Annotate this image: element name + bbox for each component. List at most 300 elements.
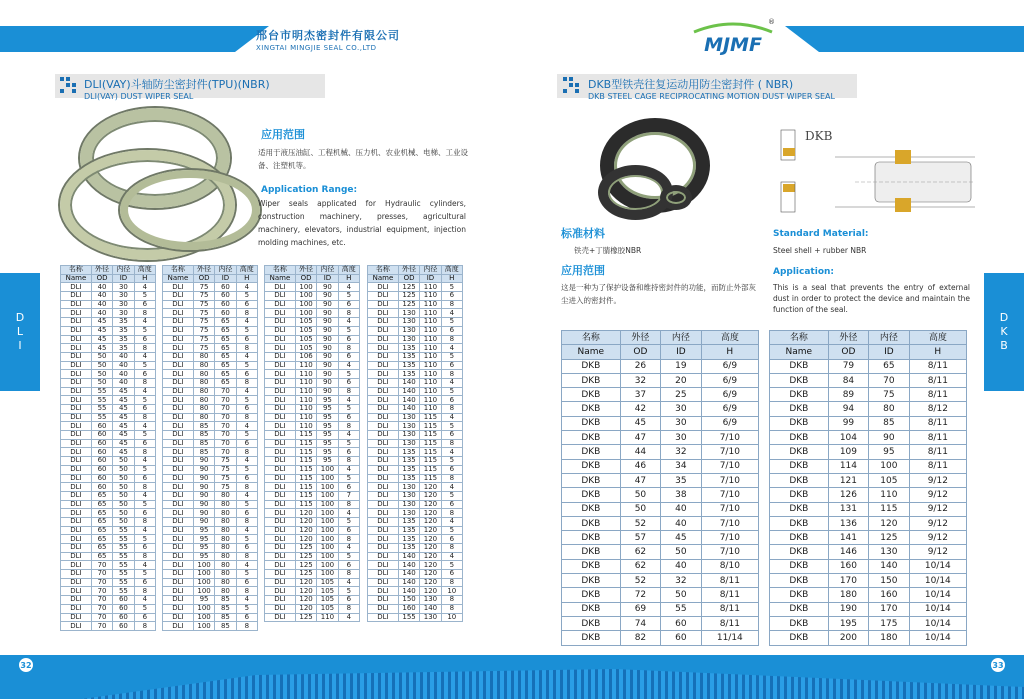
table-cell: 100 xyxy=(193,578,214,587)
right-material-heading-cn: 标准材料 xyxy=(561,227,605,240)
column-header-cn: 名称 xyxy=(163,266,194,275)
table-cell: 75 xyxy=(193,292,214,301)
section-grid-icon xyxy=(60,77,80,97)
table-cell: 50 xyxy=(661,545,701,559)
table-cell: 19 xyxy=(661,359,701,373)
table-row xyxy=(562,631,759,645)
table-cell: 8 xyxy=(338,500,359,509)
table-row xyxy=(61,465,156,474)
table-cell: DLI xyxy=(61,422,92,431)
table-cell: 100 xyxy=(193,622,214,631)
table-cell: 105 xyxy=(295,344,316,353)
table-cell: 5 xyxy=(441,491,462,500)
table-cell: 9/12 xyxy=(909,516,966,530)
table-row xyxy=(368,352,463,361)
table-cell: 180 xyxy=(869,631,909,645)
table-row xyxy=(163,491,258,500)
table-cell: 140 xyxy=(398,378,419,387)
table-cell: 55 xyxy=(91,387,112,396)
table-cell: 5 xyxy=(134,535,155,544)
table-cell: 85 xyxy=(869,416,909,430)
table-row xyxy=(265,604,360,613)
table-cell: 7/10 xyxy=(701,431,758,445)
table-row xyxy=(368,370,463,379)
table-cell: 146 xyxy=(828,545,868,559)
table-row xyxy=(163,509,258,518)
table-cell: 4 xyxy=(441,517,462,526)
table-row xyxy=(265,283,360,292)
table-cell: DLI xyxy=(163,500,194,509)
table-cell: 45 xyxy=(113,431,134,440)
table-row xyxy=(265,613,360,622)
table-cell: 90 xyxy=(317,361,338,370)
table-row xyxy=(368,552,463,561)
table-cell: 9/12 xyxy=(909,488,966,502)
table-cell: 40 xyxy=(113,370,134,379)
table-row xyxy=(368,448,463,457)
table-cell: 120 xyxy=(420,535,441,544)
table-cell: 4 xyxy=(338,396,359,405)
table-cell: 45 xyxy=(113,396,134,405)
table-cell: 10/14 xyxy=(909,602,966,616)
table-cell: 130 xyxy=(420,613,441,622)
table-header-row xyxy=(368,266,463,275)
table-cell: DLI xyxy=(163,578,194,587)
table-cell: 6 xyxy=(236,335,257,344)
table-cell: 195 xyxy=(828,616,868,630)
table-row xyxy=(163,578,258,587)
table-cell: DLI xyxy=(265,552,296,561)
table-cell: 135 xyxy=(398,344,419,353)
table-cell: DKB xyxy=(770,502,829,516)
table-cell: DKB xyxy=(562,516,621,530)
table-cell: 8/11 xyxy=(909,431,966,445)
table-cell: 4 xyxy=(134,422,155,431)
column-header-en: Name xyxy=(562,345,621,359)
table-row xyxy=(61,509,156,518)
table-cell: DLI xyxy=(163,596,194,605)
table-cell: 60 xyxy=(661,616,701,630)
table-row xyxy=(61,405,156,414)
table-cell: 45 xyxy=(620,416,660,430)
table-cell: 100 xyxy=(317,535,338,544)
right-side-tab-label: D K B xyxy=(999,311,1009,352)
table-cell: 110 xyxy=(420,387,441,396)
table-cell: DKB xyxy=(562,388,621,402)
table-cell: 6 xyxy=(338,300,359,309)
table-cell: DLI xyxy=(163,326,194,335)
table-cell: 175 xyxy=(869,616,909,630)
table-cell: 5 xyxy=(441,352,462,361)
table-cell: DLI xyxy=(368,431,399,440)
table-cell: DLI xyxy=(368,578,399,587)
column-header-en: H xyxy=(701,345,758,359)
table-cell: 90 xyxy=(317,326,338,335)
right-side-tab xyxy=(984,273,1024,391)
table-cell: 10/14 xyxy=(909,616,966,630)
table-cell: DLI xyxy=(265,439,296,448)
table-cell: DLI xyxy=(61,396,92,405)
table-cell: DLI xyxy=(265,604,296,613)
table-cell: 100 xyxy=(295,283,316,292)
table-cell: 62 xyxy=(620,559,660,573)
table-cell: 8/11 xyxy=(701,616,758,630)
table-cell: DLI xyxy=(61,283,92,292)
table-cell: 110 xyxy=(420,361,441,370)
table-cell: DKB xyxy=(562,502,621,516)
table-cell: 60 xyxy=(113,596,134,605)
table-cell: 6 xyxy=(236,474,257,483)
table-row xyxy=(163,561,258,570)
table-row xyxy=(368,318,463,327)
table-cell: 85 xyxy=(215,604,236,613)
table-row xyxy=(368,509,463,518)
table-row xyxy=(61,500,156,509)
table-row xyxy=(265,587,360,596)
table-cell: 75 xyxy=(193,326,214,335)
table-cell: 105 xyxy=(295,318,316,327)
bottom-banner xyxy=(0,655,1024,699)
table-row xyxy=(163,283,258,292)
dkb-size-table-2 xyxy=(769,330,967,646)
table-cell: 120 xyxy=(295,596,316,605)
table-cell: DLI xyxy=(163,422,194,431)
table-row xyxy=(770,388,967,402)
table-cell: 95 xyxy=(317,431,338,440)
column-header-cn: 名称 xyxy=(368,266,399,275)
table-row xyxy=(265,309,360,318)
table-cell: 5 xyxy=(338,292,359,301)
column-header-cn: 外径 xyxy=(620,331,660,345)
table-cell: DKB xyxy=(562,445,621,459)
left-side-tab-label: D L I xyxy=(15,311,25,352)
table-cell: DLI xyxy=(265,457,296,466)
table-cell: 85 xyxy=(215,596,236,605)
table-cell: 90 xyxy=(193,457,214,466)
table-cell: 8 xyxy=(134,413,155,422)
table-cell: DLI xyxy=(163,552,194,561)
drawing-label: DKB xyxy=(805,129,833,143)
table-cell: DLI xyxy=(368,526,399,535)
table-cell: DLI xyxy=(265,448,296,457)
table-cell: 4 xyxy=(236,596,257,605)
table-cell: 70 xyxy=(215,396,236,405)
table-cell: 130 xyxy=(398,335,419,344)
table-cell: 60 xyxy=(91,465,112,474)
column-header-cn: 内径 xyxy=(113,266,134,275)
table-row xyxy=(61,596,156,605)
table-cell: 90 xyxy=(193,483,214,492)
column-header-en: ID xyxy=(869,345,909,359)
table-row xyxy=(368,483,463,492)
table-cell: 130 xyxy=(869,545,909,559)
table-cell: DLI xyxy=(368,613,399,622)
table-row xyxy=(61,344,156,353)
table-cell: 8 xyxy=(236,413,257,422)
table-cell: 130 xyxy=(398,500,419,509)
table-cell: 105 xyxy=(317,596,338,605)
table-row xyxy=(265,352,360,361)
table-cell: DLI xyxy=(265,465,296,474)
table-cell: 6 xyxy=(236,300,257,309)
table-cell: DLI xyxy=(265,491,296,500)
table-row xyxy=(265,578,360,587)
table-row xyxy=(61,396,156,405)
table-cell: DKB xyxy=(562,559,621,573)
table-cell: 45 xyxy=(113,422,134,431)
table-cell: 70 xyxy=(215,405,236,414)
table-cell: DLI xyxy=(265,500,296,509)
right-app-heading-cn: 应用范围 xyxy=(561,264,605,277)
table-cell: 110 xyxy=(869,488,909,502)
table-cell: DLI xyxy=(163,509,194,518)
table-cell: 4 xyxy=(134,596,155,605)
table-row xyxy=(770,402,967,416)
table-cell: 4 xyxy=(134,387,155,396)
table-cell: DLI xyxy=(163,283,194,292)
table-row xyxy=(265,596,360,605)
table-cell: 60 xyxy=(91,448,112,457)
table-cell: 95 xyxy=(869,445,909,459)
table-cell: 120 xyxy=(420,570,441,579)
table-cell: 155 xyxy=(398,613,419,622)
table-cell: 4 xyxy=(134,283,155,292)
table-row xyxy=(562,588,759,602)
table-cell: 8/10 xyxy=(701,559,758,573)
table-cell: DLI xyxy=(265,370,296,379)
mjmf-logo xyxy=(688,22,778,56)
table-cell: DLI xyxy=(163,483,194,492)
table-cell: DKB xyxy=(770,416,829,430)
table-cell: 65 xyxy=(215,335,236,344)
table-cell: 115 xyxy=(420,413,441,422)
logo-text: MJMF xyxy=(704,34,762,56)
table-cell: 37 xyxy=(620,388,660,402)
table-cell: DLI xyxy=(163,474,194,483)
right-title-en: DKB STEEL CAGE RECIPROCATING MOTION DUST WIPER SEAL xyxy=(588,92,835,101)
table-cell: DLI xyxy=(163,587,194,596)
table-row xyxy=(61,544,156,553)
column-header-en: Name xyxy=(265,274,296,283)
table-cell: 50 xyxy=(113,517,134,526)
table-cell: DLI xyxy=(368,405,399,414)
table-cell: 115 xyxy=(420,457,441,466)
table-cell: 8/11 xyxy=(909,388,966,402)
table-cell: 62 xyxy=(620,545,660,559)
table-cell: 8 xyxy=(134,552,155,561)
table-row xyxy=(265,318,360,327)
table-row xyxy=(770,459,967,473)
table-cell: 5 xyxy=(134,604,155,613)
table-cell: 90 xyxy=(317,309,338,318)
table-cell: 110 xyxy=(420,309,441,318)
table-row xyxy=(368,596,463,605)
table-cell: 8 xyxy=(236,622,257,631)
table-row xyxy=(368,604,463,613)
table-cell: 6 xyxy=(338,378,359,387)
seal-ring-image xyxy=(120,170,260,250)
table-row xyxy=(562,359,759,373)
table-cell: DKB xyxy=(562,359,621,373)
table-cell: 100 xyxy=(317,465,338,474)
table-row xyxy=(562,616,759,630)
table-cell: 125 xyxy=(869,531,909,545)
table-cell: 30 xyxy=(113,283,134,292)
table-cell: 8 xyxy=(338,387,359,396)
column-header-cn: 内径 xyxy=(317,266,338,275)
table-row xyxy=(368,613,463,622)
table-row xyxy=(265,491,360,500)
table-cell: 115 xyxy=(295,457,316,466)
table-cell: DLI xyxy=(61,500,92,509)
table-cell: DLI xyxy=(61,457,92,466)
table-cell: 8 xyxy=(236,448,257,457)
table-row xyxy=(265,439,360,448)
table-cell: DLI xyxy=(265,422,296,431)
table-cell: 106 xyxy=(295,352,316,361)
table-cell: 4 xyxy=(441,344,462,353)
table-row xyxy=(61,622,156,631)
table-cell: 65 xyxy=(215,318,236,327)
table-row xyxy=(562,402,759,416)
table-cell: 110 xyxy=(420,335,441,344)
table-cell: 105 xyxy=(317,578,338,587)
table-cell: 100 xyxy=(317,517,338,526)
table-cell: 70 xyxy=(91,570,112,579)
table-cell: 30 xyxy=(661,416,701,430)
table-cell: DLI xyxy=(163,292,194,301)
table-row xyxy=(368,526,463,535)
table-row xyxy=(265,413,360,422)
table-cell: 115 xyxy=(295,439,316,448)
table-cell: DKB xyxy=(562,416,621,430)
table-cell: 95 xyxy=(317,413,338,422)
table-cell: DLI xyxy=(163,405,194,414)
table-row xyxy=(562,373,759,387)
table-cell: DLI xyxy=(61,326,92,335)
table-cell: DLI xyxy=(163,370,194,379)
table-cell: 80 xyxy=(215,561,236,570)
table-cell: DLI xyxy=(368,283,399,292)
table-cell: 130 xyxy=(398,422,419,431)
table-cell: 80 xyxy=(215,544,236,553)
table-cell: 95 xyxy=(193,596,214,605)
table-cell: DLI xyxy=(265,509,296,518)
column-header-en: H xyxy=(441,274,462,283)
table-row xyxy=(265,526,360,535)
table-cell: 5 xyxy=(236,292,257,301)
table-cell: 5 xyxy=(236,396,257,405)
table-cell: 110 xyxy=(420,352,441,361)
table-cell: 6 xyxy=(134,544,155,553)
table-cell: DLI xyxy=(163,413,194,422)
table-cell: 110 xyxy=(295,396,316,405)
table-cell: DKB xyxy=(562,602,621,616)
table-cell: 75 xyxy=(215,483,236,492)
table-cell: 65 xyxy=(91,552,112,561)
table-row xyxy=(61,431,156,440)
table-cell: DLI xyxy=(265,300,296,309)
table-cell: 6 xyxy=(338,352,359,361)
table-cell: 6 xyxy=(236,370,257,379)
table-cell: 45 xyxy=(661,531,701,545)
table-cell: 94 xyxy=(828,402,868,416)
column-header-cn: 名称 xyxy=(265,266,296,275)
table-cell: 8 xyxy=(236,344,257,353)
table-cell: 70 xyxy=(91,561,112,570)
table-cell: 47 xyxy=(620,473,660,487)
table-cell: 109 xyxy=(828,445,868,459)
column-header-cn: 外径 xyxy=(91,266,112,275)
table-cell: DKB xyxy=(770,459,829,473)
table-cell: 26 xyxy=(620,359,660,373)
table-cell: DLI xyxy=(61,578,92,587)
table-row xyxy=(265,457,360,466)
right-material-text-cn: 铁壳+丁腈橡胶NBR xyxy=(574,246,642,255)
table-header-row xyxy=(163,274,258,283)
table-cell: 125 xyxy=(398,292,419,301)
table-cell: 75 xyxy=(193,300,214,309)
table-cell: DLI xyxy=(61,622,92,631)
table-cell: DLI xyxy=(163,561,194,570)
table-cell: 55 xyxy=(113,552,134,561)
table-cell: DLI xyxy=(163,448,194,457)
column-header-cn: 名称 xyxy=(61,266,92,275)
table-cell: 115 xyxy=(295,491,316,500)
table-cell: 60 xyxy=(215,309,236,318)
table-cell: 110 xyxy=(295,413,316,422)
table-cell: DLI xyxy=(368,361,399,370)
table-cell: 170 xyxy=(869,602,909,616)
table-cell: 110 xyxy=(420,292,441,301)
table-cell: 5 xyxy=(236,431,257,440)
table-cell: 110 xyxy=(317,613,338,622)
table-row xyxy=(265,561,360,570)
table-cell: 5 xyxy=(441,526,462,535)
table-cell: 90 xyxy=(193,491,214,500)
table-cell: 110 xyxy=(295,370,316,379)
table-cell: DLI xyxy=(265,613,296,622)
table-cell: DLI xyxy=(61,587,92,596)
table-cell: DLI xyxy=(61,439,92,448)
table-cell: 20 xyxy=(661,373,701,387)
table-cell: 140 xyxy=(398,570,419,579)
table-row xyxy=(61,578,156,587)
table-cell: DLI xyxy=(368,300,399,309)
table-row xyxy=(562,516,759,530)
table-cell: 120 xyxy=(295,535,316,544)
table-cell: 35 xyxy=(113,326,134,335)
table-cell: 7/10 xyxy=(701,516,758,530)
table-cell: DKB xyxy=(562,488,621,502)
table-cell: 115 xyxy=(420,439,441,448)
table-row xyxy=(163,335,258,344)
table-cell: 6 xyxy=(236,544,257,553)
column-header-en: Name xyxy=(770,345,829,359)
table-row xyxy=(265,448,360,457)
table-cell: 6 xyxy=(236,613,257,622)
column-header-cn: 高度 xyxy=(338,266,359,275)
table-cell: 55 xyxy=(113,544,134,553)
table-cell: 100 xyxy=(295,300,316,309)
table-cell: DLI xyxy=(61,535,92,544)
table-cell: 105 xyxy=(869,473,909,487)
table-cell: 140 xyxy=(398,587,419,596)
table-cell: 70 xyxy=(91,596,112,605)
table-cell: 120 xyxy=(420,561,441,570)
table-cell: 4 xyxy=(338,465,359,474)
table-row xyxy=(163,413,258,422)
